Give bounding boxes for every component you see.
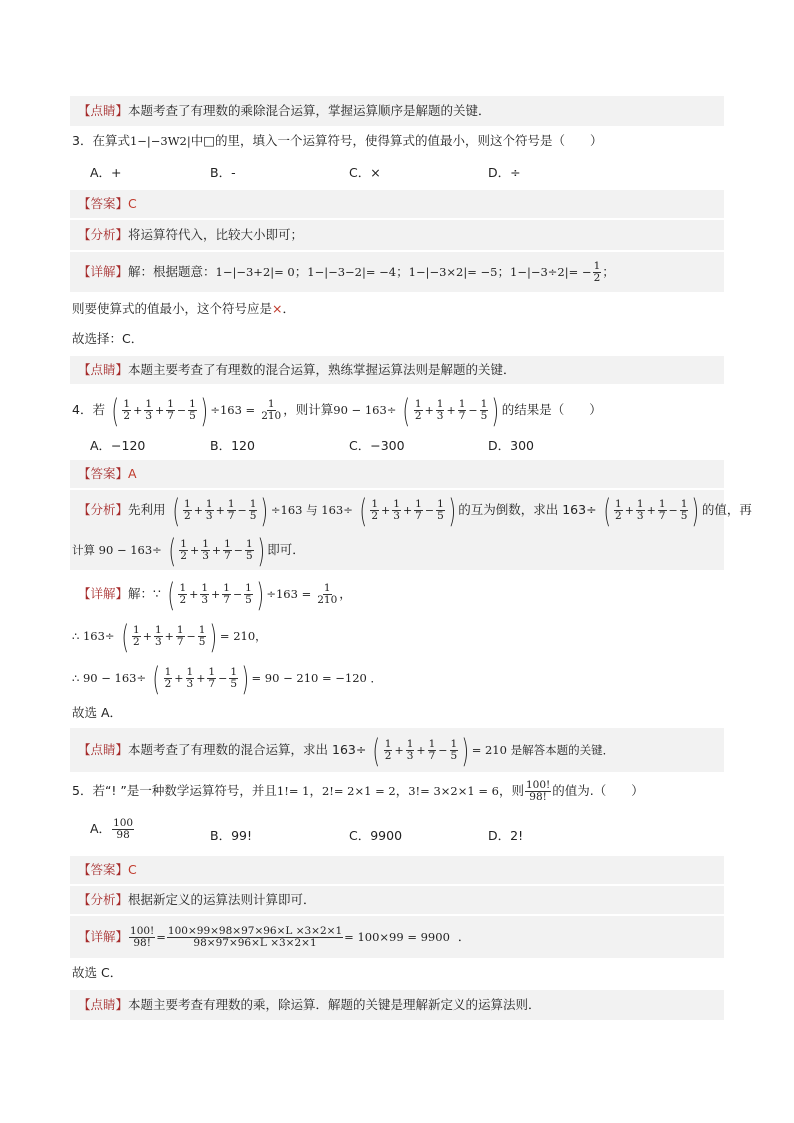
q4-detail-1: 【详解】解：∵ ( $\frac{1}{2}$ + $\frac{1}{3}$ + $\frac{1}{7}$ − $\frac{1}{5}$ ) ÷163 = $\frac{1}{210}$ ， <box>78 575 352 614</box>
q3-answer: 【答案】C <box>70 190 724 218</box>
q3-analysis: 【分析】将运算符代入，比较大小即可； <box>70 220 724 250</box>
q5-option-c[interactable]: C．9900 <box>349 828 403 843</box>
q4-analysis: 【分析】先利用 ( $\frac{1}{2}$ + $\frac{1}{3}$ + $\frac{1}{7}$ − $\frac{1}{5}$ ) ÷163 与 163÷ ( $\frac{1}{2}$ + $\frac{1}{3}$ + $\frac{1}{7}$ − $\frac{1}{5}$ ) 的互为倒数，求出 163÷ ( $\frac{1}{2}$ + $\frac{1}{3}$ + $\frac{1}{7}$ − $\frac{1}{5}$ ) 的值，再 计算 90 − 163÷ ( $\frac{1}{2}$ + $\frac{1}{3}$ + $\frac{1}{7}$ − $\frac{1}{5}$ ) 即可． <box>72 491 752 570</box>
q5-detail: 【详解】 $\frac{100!}{98!}$ = $\frac{100\times 99\times 98\times 97\times 96\times L \times 3\times 2\times 1}{98\times 97\times 96\times L \times 3\times 2\times 1}$ = 100×99 = 9900 ． <box>70 916 724 958</box>
dianjing-text: 本题考查了有理数的乘除混合运算，掌握运算顺序是解题的关键． <box>128 103 491 118</box>
q3-option-d[interactable]: D．÷ <box>488 165 521 180</box>
q5-option-d[interactable]: D．2! <box>488 828 524 843</box>
q5-choose: 故选 C． <box>72 965 123 980</box>
q3-option-a[interactable]: A．+ <box>90 165 122 180</box>
q2-dianjing <box>70 96 724 126</box>
q5-stem: 5．若“! ”是一种数学运算符号，并且1!= 1，2!= 2×1 = 2，3!= 3×2×1 = 6，则 $\frac{100!}{98!}$ 的值为.（ ） <box>72 778 644 803</box>
q5-answer: 【答案】C <box>70 856 724 884</box>
paren-group: ( $\frac{1}{2}$ + $\frac{1}{3}$ + $\frac{1}{7}$ − $\frac{1}{5}$ ) <box>402 391 500 430</box>
q5-option-a[interactable]: A． $\frac{100}{98}$ <box>90 817 134 842</box>
q4-choose: 故选 A． <box>72 705 123 720</box>
q5-dianjing: 【点睛】本题主要考查有理数的乘，除运算．解题的关键是理解新定义的运算法则． <box>70 990 724 1020</box>
q5-option-b[interactable]: B．99! <box>210 828 252 843</box>
q3-conclusion: 则要使算式的值最小，这个符号应是×． <box>72 301 296 316</box>
q4-option-d[interactable]: D．300 <box>488 438 534 453</box>
q4-option-c[interactable]: C．−300 <box>349 438 405 453</box>
q4-answer: 【答案】A <box>70 460 724 488</box>
paren-group: ( $\frac{1}{2}$ + $\frac{1}{3}$ + $\frac{1}{7}$ − $\frac{1}{5}$ ) <box>111 391 208 430</box>
q4-detail-2: ∴ 163÷ ( $\frac{1}{2}$ + $\frac{1}{3}$ + $\frac{1}{7}$ − $\frac{1}{5}$ ) = 210， <box>72 617 267 656</box>
q3-choose: 故选择：C． <box>72 331 144 346</box>
fraction: $\frac{1}{2}$ <box>593 259 601 284</box>
answer-value: C <box>128 196 137 211</box>
q5-analysis: 【分析】根据新定义的运算法则计算即可． <box>70 886 724 914</box>
q3-option-b[interactable]: B．- <box>210 165 236 180</box>
q3-dianjing: 【点睛】本题主要考查了有理数的混合运算，熟练掌握运算法则是解题的关键． <box>70 356 724 384</box>
q3-option-c[interactable]: C．× <box>349 165 381 180</box>
q4-stem: 4．若 ( $\frac{1}{2}$ + $\frac{1}{3}$ + $\frac{1}{7}$ − $\frac{1}{5}$ ) ÷163 = $\frac{1}{210}$ ，则计算90 − 163÷ ( $\frac{1}{2}$ + $\frac{1}{3}$ + $\frac{1}{7}$ − $\frac{1}{5}$ ) 的结果是（ ） <box>72 391 602 430</box>
q3-stem: 3．在算式1−|−3W2|中□的里，填入一个运算符号，使得算式的值最小，则这个符号是（ ） <box>72 133 603 148</box>
q4-option-a[interactable]: A．−120 <box>90 438 146 453</box>
dianjing-tag: 【点睛】 <box>78 103 129 118</box>
q3-detail: 【详解】解：根据题意：1−|−3+2|= 0；1−|−3−2|= −4；1−|−3×2|= −5；1−|−3÷2|= − $\frac{1}{2}$ ； <box>70 252 724 292</box>
q4-option-b[interactable]: B．120 <box>210 438 255 453</box>
q4-dianjing: 【点睛】本题考查了有理数的混合运算，求出 163÷ ( $\frac{1}{2}$ + $\frac{1}{3}$ + $\frac{1}{7}$ − $\frac{1}{5}$ ) = 210 是解答本题的关键． <box>70 728 724 772</box>
q3-expr: 1−|−3W2| <box>129 134 191 148</box>
q4-detail-3: ∴ 90 − 163÷ ( $\frac{1}{2}$ + $\frac{1}{3}$ + $\frac{1}{7}$ − $\frac{1}{5}$ ) = 90 − 210 = −120 ． <box>72 659 383 698</box>
